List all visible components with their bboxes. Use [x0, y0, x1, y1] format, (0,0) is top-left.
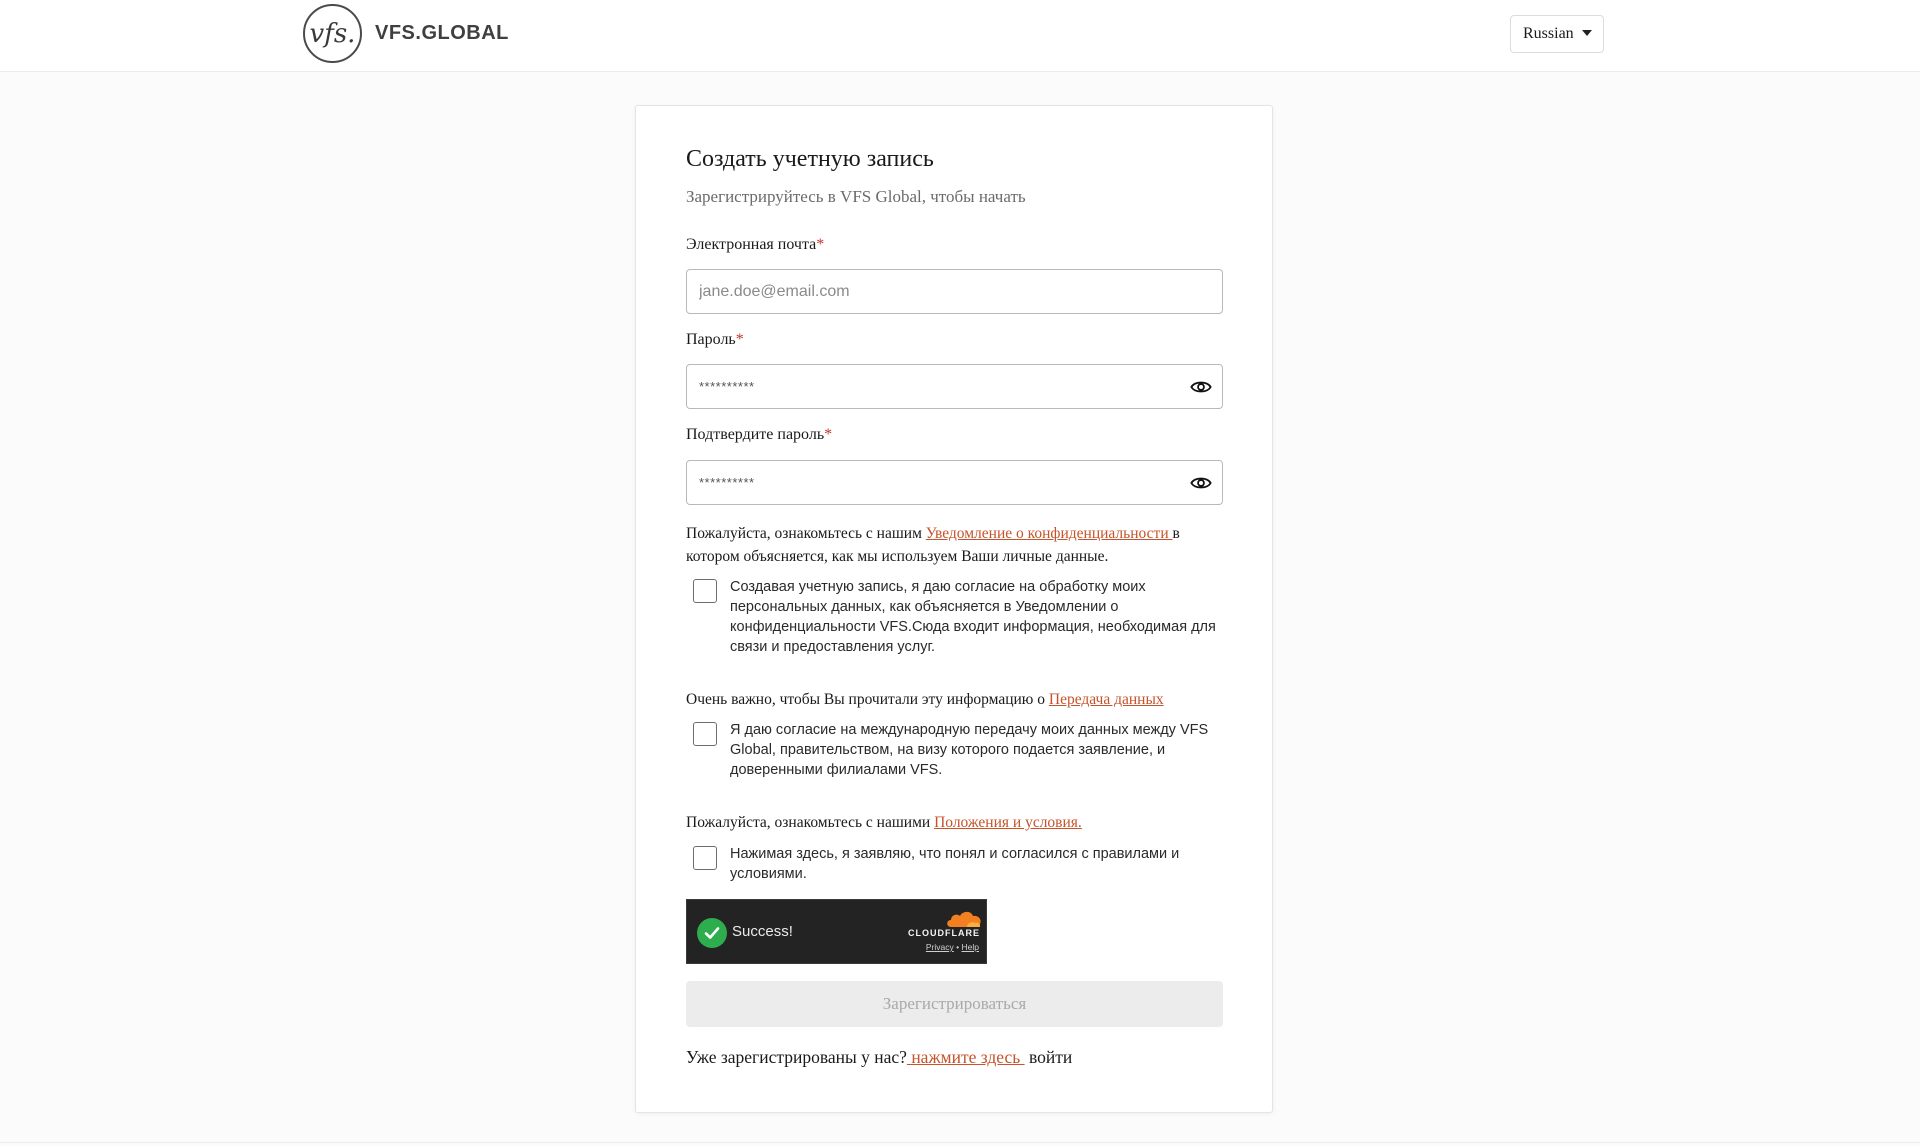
email-input[interactable] — [687, 270, 1222, 313]
caret-down-icon — [1582, 30, 1592, 36]
email-label — [686, 236, 824, 254]
captcha-help-link[interactable]: Help — [961, 942, 979, 952]
confirm-password-label — [686, 426, 832, 444]
data-transfer-text — [686, 688, 1224, 711]
privacy-text-after: в котором объясняется, как мы используем Ваши личные данные. — [686, 525, 1180, 565]
password-label — [686, 331, 744, 349]
confirm-password-label-text: Подтвердите пароль — [686, 426, 825, 443]
footer-divider — [0, 1142, 1920, 1143]
cloudflare-brand: CLOUDFLARE — [908, 928, 980, 938]
eye-icon[interactable] — [1190, 377, 1212, 397]
login-text-before: Уже зарегистрированы у нас? — [686, 1047, 907, 1067]
confirm-password-field — [686, 460, 1223, 505]
data-transfer-link[interactable]: Передача данных — [1048, 691, 1164, 708]
confirm-password-input[interactable] — [687, 461, 1222, 504]
register-button[interactable]: Зарегистрироваться — [686, 981, 1223, 1027]
vfs-logo[interactable] — [303, 4, 509, 63]
terms-consent-text: Нажимая здесь, я заявляю, что понял и согласился с правилами и условиями. — [730, 846, 1180, 882]
cloudflare-captcha-widget[interactable] — [686, 899, 987, 964]
registration-card — [635, 105, 1273, 1113]
privacy-notice-link[interactable]: Уведомление о конфиденциальности — [925, 525, 1173, 542]
email-label-text: Электронная почта — [686, 236, 817, 253]
language-dropdown-label: Russian — [1523, 25, 1574, 42]
terms-consent-row — [693, 844, 1224, 884]
terms-consent-checkbox[interactable] — [693, 846, 717, 870]
vfs-logo-mark: vfs. — [303, 4, 362, 63]
success-check-icon — [697, 918, 727, 948]
login-link[interactable]: нажмите здесь — [906, 1047, 1025, 1067]
login-text-after: войти — [1024, 1047, 1073, 1067]
privacy-consent-checkbox[interactable] — [693, 579, 717, 603]
required-mark: * — [824, 426, 833, 443]
transfer-consent-checkbox[interactable] — [693, 722, 717, 746]
captcha-privacy-link[interactable]: Privacy — [925, 942, 954, 952]
language-dropdown[interactable] — [1510, 15, 1604, 53]
transfer-consent-text: Я даю согласие на международную передачу моих данных между VFS Global, правительством, на визу которого подается заявление, и доверенными филиалами VFS. — [730, 722, 1209, 778]
transfer-text-before: Очень важно, чтобы Вы прочитали эту информацию о — [686, 691, 1049, 708]
privacy-text-before: Пожалуйста, ознакомьтесь с нашим — [686, 525, 926, 542]
terms-text-before: Пожалуйста, ознакомьтесь с нашими — [686, 814, 935, 831]
captcha-links — [926, 942, 979, 952]
terms-link[interactable]: Положения и условия. — [934, 814, 1082, 831]
transfer-consent-row — [693, 720, 1224, 780]
required-mark: * — [816, 236, 825, 253]
captcha-status: Success! — [732, 923, 793, 940]
privacy-consent-text: Создавая учетную запись, я даю согласие на обработку моих персональных данных, как объясняется в Уведомлении о конфиденциальности VFS.Сюда входит информация, необходимая для связи и предоставления услуг. — [730, 579, 1216, 655]
cloudflare-cloud-icon — [945, 910, 983, 928]
privacy-notice-text — [686, 522, 1224, 568]
eye-icon[interactable] — [1190, 473, 1212, 493]
password-field — [686, 364, 1223, 409]
email-field — [686, 269, 1223, 314]
terms-text — [686, 811, 1224, 834]
required-mark: * — [735, 331, 744, 348]
captcha-link-separator: • — [956, 942, 960, 952]
top-header — [0, 0, 1920, 72]
privacy-consent-row — [693, 577, 1224, 657]
password-label-text: Пароль — [686, 331, 736, 348]
page-subtitle: Зарегистрируйтесь в VFS Global, чтобы начать — [686, 187, 1026, 206]
page-title: Создать учетную запись — [686, 146, 934, 172]
login-prompt — [686, 1047, 1072, 1068]
password-input[interactable] — [687, 365, 1222, 408]
vfs-logo-text: VFS.GLOBAL — [375, 22, 509, 44]
